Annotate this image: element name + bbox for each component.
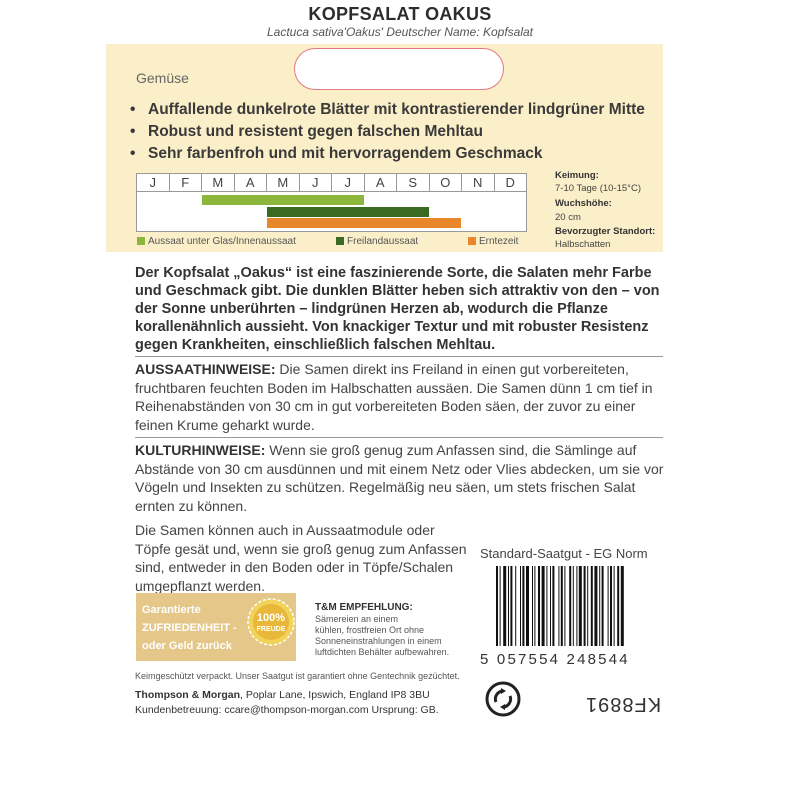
month-oct: O [430, 174, 463, 191]
legend-text: Freilandaussaat [347, 236, 419, 247]
barcode-bar [594, 566, 597, 646]
legend-text: Erntezeit [479, 236, 519, 247]
recycle-icon [485, 681, 521, 717]
month-jun: J [300, 174, 333, 191]
month-dec: D [505, 175, 515, 190]
bullet-text: Sehr farbenfroh und mit hervorragendem Geschmack [148, 145, 543, 162]
barcode-bar [532, 566, 533, 646]
barcode-bar [584, 566, 586, 646]
barcode-bar [564, 566, 565, 646]
germination-label: Keimung: [555, 170, 599, 181]
barcode-bar [621, 566, 624, 646]
barcode-bar [569, 566, 571, 646]
product-code: KF8891 [585, 693, 662, 715]
divider [135, 356, 663, 357]
barcode-bar [538, 566, 540, 646]
recommendation-line: Sonneneinstrahlungen in einem [315, 636, 442, 646]
barcode-bar [602, 566, 604, 646]
barcode-bar [534, 566, 535, 646]
packaging-note: Keimgeschützt verpackt. Unser Saatgut ist garantiert ohne Gentechnik gezüchtet. [135, 671, 460, 681]
barcode-number: 5 057554 248544 [480, 651, 630, 668]
bullet-3 [130, 145, 543, 163]
legend-text: Aussaat unter Glas/Innenaussaat [148, 236, 296, 247]
barcode-bar [510, 566, 512, 646]
sowing-instructions [135, 360, 665, 434]
barcode-bar [520, 566, 521, 646]
barcode-bar [500, 566, 501, 646]
bullet-dot: • [130, 123, 136, 140]
month-may: M [267, 174, 300, 191]
month-aug: A [365, 174, 398, 191]
guarantee-line-3: oder Geld zurück [142, 640, 232, 652]
calendar-bar-3 [267, 218, 462, 228]
month-jul: J [332, 174, 365, 191]
barcode-bar [526, 566, 529, 646]
germination-value: 7-10 Tage (10-15°C) [555, 183, 642, 194]
bullet-dot: • [130, 145, 136, 162]
barcode-bar [546, 566, 547, 646]
guarantee-line-2: ZUFRIEDENHEIT - [142, 622, 237, 634]
bullet-2 [130, 123, 483, 141]
month-sep: S [397, 174, 430, 191]
transplant-note: Die Samen können auch in Aussaatmodule oder Töpfe gesät und, wenn sie groß genug zum Anfassen sind, entweder in den Boden oder in Töpfe/Schalen umgepflanzt werden. [135, 522, 467, 594]
guarantee-line-1: Garantierte [142, 604, 201, 616]
legend-swatch [137, 237, 145, 245]
sowing-heading: AUSSAATHINWEISE: [135, 361, 276, 377]
location-value: Halbschatten [555, 239, 611, 250]
product-title: KOPFSALAT OAKUS [308, 4, 492, 24]
barcode-bar [550, 566, 551, 646]
bullet-text: Robust und resistent gegen falschen Mehltau [148, 123, 484, 140]
category-label: Gemüse [136, 70, 189, 86]
legend-outdoor [336, 236, 418, 247]
legend-swatch [468, 237, 476, 245]
legend-indoor [137, 236, 296, 247]
company-name: Thompson & Morgan [135, 689, 240, 701]
barcode [496, 566, 656, 646]
address-text: , Poplar Lane, Ipswich, England IP8 3BU [240, 689, 430, 701]
barcode-bar [608, 566, 609, 646]
calendar-bar-2 [267, 207, 429, 217]
barcode-bar [614, 566, 615, 646]
bullet-1 [130, 101, 645, 119]
seal-percent: 100% [256, 612, 286, 624]
bullet-dot: • [130, 101, 136, 118]
month-apr: A [235, 174, 268, 191]
height-label: Wuchshöhe: [555, 198, 612, 209]
sowing-calendar [136, 173, 527, 232]
month-nov: N [462, 174, 495, 191]
recommendation-line: kühlen, frostfreien Ort ohne [315, 625, 425, 635]
legend-harvest [468, 236, 518, 247]
barcode-bar [561, 566, 563, 646]
recommendation-title: T&M EMPFEHLUNG: [315, 602, 413, 613]
barcode-bar [515, 566, 516, 646]
sowing-text: Die Samen direkt ins Freiland in einen gut vorbereiteten, fruchtbaren feuchten Boden im Halbschatten aussäen. Die Samen dünn 1 cm tief in Reihenabständen von 30 cm in gut vorbereiteten Boden säen, der zuvor zu einer feinen Krume geharkt wurde. [135, 361, 653, 433]
seed-standard: Standard-Saatgut - EG Norm [480, 546, 648, 561]
variety-description: Der Kopfsalat „Oakus“ ist eine faszinierende Sorte, die Salaten mehr Farbe und Geschmack gibt. Die dunklen Blätter heben sich attraktiv von den – von der Sonne unberührten – lindgrünen Herzen ab, wodurch die Pflanze korallenähnlich aussieht. Von knackiger Textur und mit robuster Resistenz gegen Krankheiten, einschließlich falschen Mehltau. [135, 265, 660, 353]
barcode-bar [587, 566, 588, 646]
month-jan: J [137, 174, 170, 191]
legend-swatch [336, 237, 344, 245]
customer-service: Kundenbetreuung: ccare@thompson-morgan.com Ursprung: GB. [135, 704, 439, 716]
bullet-text: Auffallende dunkelrote Blätter mit kontrastierender lindgrüner Mitte [148, 101, 645, 118]
barcode-bar [503, 566, 506, 646]
barcode-bar [522, 566, 524, 646]
barcode-bar [542, 566, 545, 646]
location-label: Bevorzugter Standort: [555, 226, 656, 237]
barcode-bar [496, 566, 498, 646]
barcode-bar [576, 566, 577, 646]
culture-heading: KULTURHINWEISE: [135, 442, 266, 458]
barcode-bar [573, 566, 574, 646]
barcode-bar [599, 566, 600, 646]
culture-instructions [135, 441, 665, 515]
recommendation-line: Sämereien an einem [315, 614, 399, 624]
barcode-bar [508, 566, 509, 646]
month-feb: F [170, 174, 203, 191]
seal-word: FREUDE [256, 626, 286, 633]
barcode-bar [579, 566, 582, 646]
height-value: 20 cm [555, 212, 581, 223]
recommendation-line: luftdichten Behälter aufbewahren. [315, 647, 450, 657]
company-address [135, 689, 430, 701]
month-row [137, 174, 526, 192]
logo-placeholder [294, 48, 504, 90]
calendar-bar-1 [202, 195, 364, 205]
barcode-bar [617, 566, 619, 646]
divider [135, 437, 663, 438]
barcode-bar [558, 566, 559, 646]
month-mar: M [202, 174, 235, 191]
barcode-bar [552, 566, 554, 646]
guarantee-seal [247, 598, 295, 646]
botanical-name: Lactuca sativa'Oakus' Deutscher Name: Kopfsalat [266, 25, 534, 39]
barcode-bar [591, 566, 593, 646]
culture-text: Wenn sie groß genug zum Anfassen sind, die Sämlinge auf Abstände von 30 cm ausdünnen und mit einem Netz oder Vlies abdecken, um sie vor Vögeln und Insekten zu schützen. Regelmäßig neu säen, um stets frischen Salat ernten zu können. [135, 442, 664, 514]
barcode-bar [610, 566, 612, 646]
